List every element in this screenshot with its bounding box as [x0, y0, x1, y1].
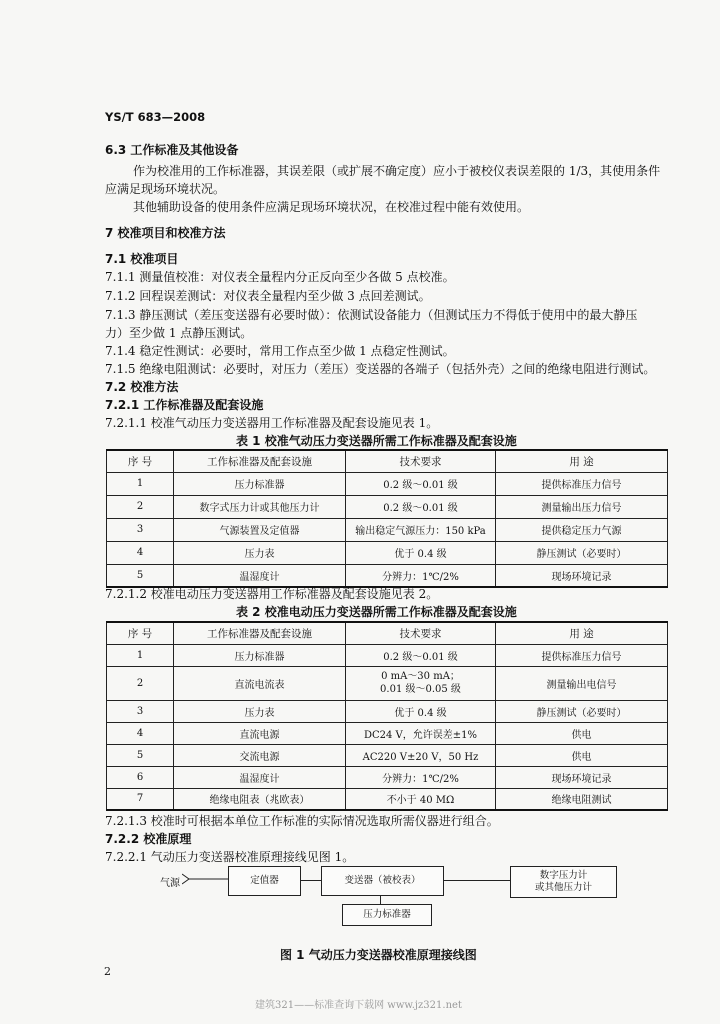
table2-cell-line: 0.01 级～0.05 级: [380, 684, 461, 695]
table1-cell: 0.2 级～0.01 级: [346, 495, 496, 518]
table2-cell-line: 0 mA～30 mA；: [381, 670, 460, 682]
table1-cell: 4: [107, 541, 174, 564]
table2-header-row: [107, 622, 668, 644]
table2-cell: 4: [107, 722, 174, 744]
figure1-meter-box: [510, 866, 617, 898]
section-7-2-title: 7.2 校准方法: [105, 380, 179, 394]
table2-cell: 直流电流表: [174, 666, 346, 700]
figure1-connector: [443, 880, 510, 881]
standard-code: YS/T 683—2008: [105, 110, 206, 124]
item-7-2-2-1: 7.2.2.1 气动压力变送器校准原理接线见图 1。: [105, 850, 355, 864]
section-6-3-para2: 其他辅助设备的使用条件应满足现场环境状况，在校准过程中能有效使用。: [133, 200, 530, 214]
figure1-connector: [300, 880, 321, 881]
table1-row: [107, 564, 668, 587]
table2-cell: 测量输出电信号: [496, 666, 668, 700]
item-7-1-3-line2: 力）至少做 1 点静压测试。: [105, 326, 253, 340]
table1-cell: 测量输出压力信号: [496, 495, 668, 518]
table1-header-row: [107, 450, 668, 472]
figure1-standard-label: 压力标准器: [363, 909, 411, 921]
table1-row: [107, 541, 668, 564]
table2-cell: 优于 0.4 级: [346, 700, 496, 722]
table1-header-cell: 序 号: [107, 450, 174, 472]
figure1-source-label: 气源: [160, 878, 180, 889]
table1-cell: 3: [107, 518, 174, 541]
table1-cell: 数字式压力计或其他压力计: [174, 495, 346, 518]
table2-row: [107, 766, 668, 788]
table2-cell: 提供标准压力信号: [496, 644, 668, 666]
table1-cell: 提供标准压力信号: [496, 472, 668, 495]
table2-cell: 3: [107, 700, 174, 722]
table2-cell: 压力标准器: [174, 644, 346, 666]
figure1-source-arrow: [182, 872, 228, 886]
table2-header-cell: 工作标准器及配套设施: [174, 622, 346, 644]
table1-cell: 压力表: [174, 541, 346, 564]
watermark-text: 建筑321——标准查询下载网 www.jz321.net: [255, 1000, 462, 1011]
table2-cell: 交流电源: [174, 744, 346, 766]
table2-row: [107, 722, 668, 744]
table2-cell: 绝缘电阻测试: [496, 788, 668, 810]
table2-cell: 现场环境记录: [496, 766, 668, 788]
section-6-3-para1-line2: 应满足现场环境状况。: [105, 182, 226, 196]
figure1-regulator-box: [228, 866, 301, 896]
table1-row: [107, 472, 668, 495]
table2-caption: 表 2 校准电动压力变送器所需工作标准器及配套设施: [236, 605, 517, 619]
figure1-regulator-label: 定值器: [250, 875, 279, 887]
section-7-2-2-title: 7.2.2 校准原理: [105, 832, 192, 846]
table1-cell: 温湿度计: [174, 564, 346, 587]
table2-cell: 温湿度计: [174, 766, 346, 788]
item-7-1-2: 7.1.2 回程误差测试：对仪表全量程内至少做 3 点回差测试。: [105, 289, 431, 303]
figure1-transmitter-box: [321, 866, 444, 896]
table1-cell: 提供稳定压力气源: [496, 518, 668, 541]
table2-cell: [346, 666, 496, 700]
table2-header-cell: 序 号: [107, 622, 174, 644]
table1-cell: 优于 0.4 级: [346, 541, 496, 564]
table2-cell: 分辨力：1℃/2%: [346, 766, 496, 788]
table2-cell: 绝缘电阻表（兆欧表）: [174, 788, 346, 810]
item-7-2-1-2: 7.2.1.2 校准电动压力变送器用工作标准器及配套设施见表 2。: [105, 587, 439, 601]
table2-cell: 2: [107, 666, 174, 700]
table2-cell: 直流电源: [174, 722, 346, 744]
table2-cell: 1: [107, 644, 174, 666]
table1-cell: 1: [107, 472, 174, 495]
table1-cell: 气源装置及定值器: [174, 518, 346, 541]
table2-header-cell: 技术要求: [346, 622, 496, 644]
item-7-2-1-1: 7.2.1.1 校准气动压力变送器用工作标准器及配套设施见表 1。: [105, 416, 439, 430]
page-number: 2: [104, 965, 111, 978]
figure1-caption: 图 1 气动压力变送器校准原理接线图: [280, 948, 477, 962]
table1-header-cell: 工作标准器及配套设施: [174, 450, 346, 472]
figure1-meter-label-line1: 数字压力计: [539, 870, 588, 882]
table1-cell: 5: [107, 564, 174, 587]
table1-row: [107, 518, 668, 541]
table2-cell: AC220 V±20 V，50 Hz: [346, 744, 496, 766]
table1-cell: 现场环境记录: [496, 564, 668, 587]
table2-cell: DC24 V，允许误差±1%: [346, 722, 496, 744]
table2-row: [107, 666, 668, 700]
item-7-1-3-line1: 7.1.3 静压测试（差压变送器有必要时做）：依测试设备能力（但测试压力不得低于使用中的最大静压: [105, 308, 638, 322]
figure1-connector: [380, 895, 381, 904]
table1-cell: 压力标准器: [174, 472, 346, 495]
table2-cell: 供电: [496, 722, 668, 744]
section-7-1-title: 7.1 校准项目: [105, 252, 179, 266]
figure1-transmitter-label: 变送器（被校表）: [344, 875, 421, 887]
table1-header-cell: 技术要求: [346, 450, 496, 472]
table2-header-cell: 用 途: [496, 622, 668, 644]
table2-cell: 6: [107, 766, 174, 788]
table2-cell: 静压测试（必要时）: [496, 700, 668, 722]
item-7-1-5: 7.1.5 绝缘电阻测试：必要时，对压力（差压）变送器的各端子（包括外壳）之间的绝缘电阻进行测试。: [105, 362, 656, 376]
table2-cell: 压力表: [174, 700, 346, 722]
table1-caption: 表 1 校准气动压力变送器所需工作标准器及配套设施: [236, 434, 517, 448]
table2-row: [107, 644, 668, 666]
table2-cell: 0.2 级～0.01 级: [346, 644, 496, 666]
table1-cell: 0.2 级～0.01 级: [346, 472, 496, 495]
table1-cell: 2: [107, 495, 174, 518]
item-7-1-1: 7.1.1 测量值校准：对仪表全量程内分正反向至少各做 5 点校准。: [105, 270, 455, 284]
table1-header-cell: 用 途: [496, 450, 668, 472]
section-7-2-1-title: 7.2.1 工作标准器及配套设施: [105, 398, 264, 412]
table1-cell: 输出稳定气源压力：150 kPa: [346, 518, 496, 541]
figure1-meter-label-line2: 或其他压力计: [534, 882, 592, 893]
table2: [106, 621, 668, 811]
figure1-standard-box: [342, 904, 432, 926]
section-7-title: 7 校准项目和校准方法: [105, 226, 226, 240]
table2-row: [107, 788, 668, 810]
table2-row: [107, 700, 668, 722]
table1-cell: 静压测试（必要时）: [496, 541, 668, 564]
table2-row: [107, 744, 668, 766]
table2-cell: 5: [107, 744, 174, 766]
section-6-3-para1-line1: 作为校准用的工作标准器，其误差限（或扩展不确定度）应小于被校仪表误差限的 1/3，其使用条件: [133, 164, 661, 178]
table1: [106, 449, 668, 588]
table1-row: [107, 495, 668, 518]
section-6-3-title: 6.3 工作标准及其他设备: [105, 143, 239, 157]
item-7-2-1-3: 7.2.1.3 校准时可根据本单位工作标准的实际情况选取所需仪器进行组合。: [105, 814, 499, 828]
table2-cell: 7: [107, 788, 174, 810]
item-7-1-4: 7.1.4 稳定性测试：必要时，常用工作点至少做 1 点稳定性测试。: [105, 344, 455, 358]
table2-cell: 不小于 40 MΩ: [346, 788, 496, 810]
table2-cell: 供电: [496, 744, 668, 766]
table1-cell: 分辨力：1℃/2%: [346, 564, 496, 587]
